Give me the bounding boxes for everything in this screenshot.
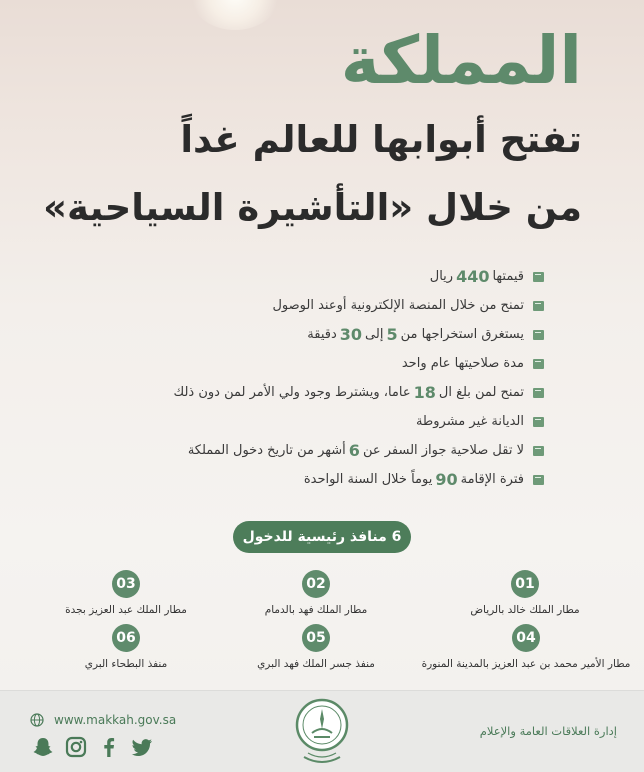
title-line-2: من خلال «التأشيرة السياحية» <box>43 186 582 229</box>
entry-points-heading: 6 منافذ رئيسية للدخول <box>233 521 411 553</box>
feature-text-after: إلى <box>365 327 384 342</box>
feature-text: قيمتها <box>492 269 524 284</box>
entry-point-name: مطار الأمير محمد بن عبد العزيز بالمدينة المنورة <box>421 658 631 670</box>
number-badge: 04 <box>512 624 540 652</box>
entry-point-01 <box>425 570 625 616</box>
entry-point-name: مطار الملك عبد العزيز بجدة <box>65 604 187 616</box>
feature-number: 18 <box>413 383 436 402</box>
bullet-icon <box>533 417 544 427</box>
entry-point-name: منفذ البطحاء البري <box>84 658 168 670</box>
features-list <box>124 262 544 494</box>
feature-item <box>124 291 544 320</box>
number-badge: 03 <box>112 570 140 598</box>
feature-text: فترة الإقامة <box>460 472 524 487</box>
bullet-icon <box>533 475 544 485</box>
footer <box>0 690 644 772</box>
feature-text-after: يوماً خلال السنة الواحدة <box>303 472 433 487</box>
feature-text: لا تقل صلاحية جواز السفر عن <box>362 443 524 458</box>
feature-item <box>124 262 544 291</box>
entry-point-name: منفذ جسر الملك فهد البري <box>257 658 375 670</box>
emblem-logo <box>290 695 354 769</box>
number-badge: 01 <box>511 570 539 598</box>
feature-item <box>124 465 544 494</box>
feature-item <box>124 349 544 378</box>
entry-point-05 <box>216 624 416 670</box>
title-line-1: تفتح أبوابها للعالم غداً <box>180 118 582 161</box>
bullet-icon <box>533 330 544 340</box>
feature-text: تمنح لمن بلغ ال <box>438 385 524 400</box>
bullet-icon <box>533 388 544 398</box>
snapchat-icon[interactable] <box>32 736 54 758</box>
number-badge: 02 <box>302 570 330 598</box>
feature-number: 90 <box>435 470 458 489</box>
feature-item <box>124 407 544 436</box>
social-links <box>32 736 153 758</box>
website-link[interactable] <box>30 713 176 727</box>
entry-point-06 <box>26 624 226 670</box>
title-main: المملكة <box>340 22 582 99</box>
bullet-icon <box>533 272 544 282</box>
sun-glow <box>190 0 280 30</box>
feature-text-after: ريال <box>429 269 454 284</box>
feature-text: يستغرق استخراجها من <box>400 327 524 342</box>
feature-text: الديانة غير مشروطة <box>415 414 524 429</box>
entry-point-02 <box>216 570 416 616</box>
entry-point-name: مطار الملك فهد بالدمام <box>264 604 368 616</box>
department-name: إدارة العلاقات العامة والإعلام <box>479 724 617 738</box>
feature-item <box>124 378 544 407</box>
entry-point-03 <box>26 570 226 616</box>
bullet-icon <box>533 359 544 369</box>
feature-number: 440 <box>456 267 490 286</box>
twitter-icon[interactable] <box>131 736 153 758</box>
feature-text-after: أشهر من تاريخ دخول المملكة <box>187 443 346 458</box>
feature-item <box>124 320 544 349</box>
instagram-icon[interactable] <box>65 736 87 758</box>
feature-text-after-2: دقيقة <box>307 327 337 342</box>
feature-number: 5 <box>386 325 398 344</box>
bullet-icon <box>533 446 544 456</box>
feature-number: 6 <box>348 441 360 460</box>
bullet-icon <box>533 301 544 311</box>
feature-text-after: عاما، ويشترط وجود ولي الأمر لمن دون ذلك <box>173 385 411 400</box>
number-badge: 05 <box>302 624 330 652</box>
facebook-icon[interactable] <box>98 736 120 758</box>
entry-point-name: مطار الملك خالد بالرياض <box>470 604 580 616</box>
website-url: www.makkah.gov.sa <box>54 713 177 727</box>
feature-text: تمنح من خلال المنصة الإلكترونية أوعند الوصول <box>272 298 524 313</box>
feature-text: مدة صلاحيتها عام واحد <box>401 356 524 371</box>
number-badge: 06 <box>112 624 140 652</box>
globe-icon <box>30 713 44 727</box>
entry-point-04 <box>414 624 638 670</box>
feature-item <box>124 436 544 465</box>
feature-number-2: 30 <box>339 325 363 344</box>
